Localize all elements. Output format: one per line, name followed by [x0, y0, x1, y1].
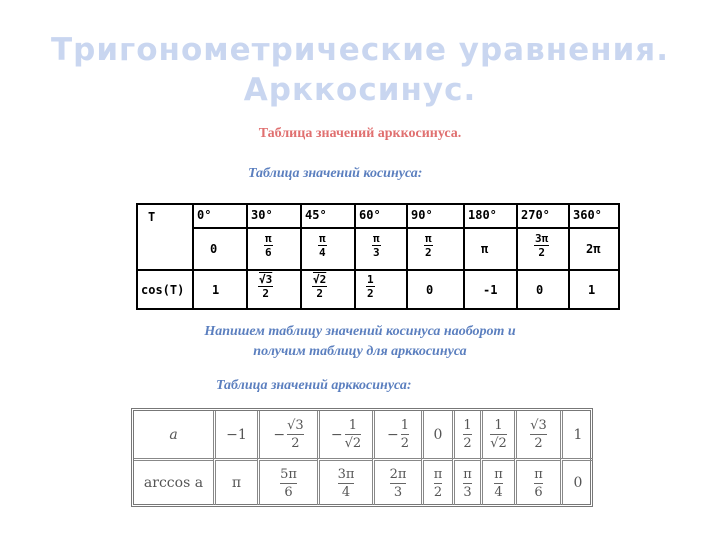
arccos-value-cell: 5π 6 — [257, 458, 317, 505]
arccos-value-cell: π 6 — [514, 458, 560, 505]
arccos-value-cell: 2π 3 — [372, 458, 421, 505]
degree-cell — [463, 203, 518, 229]
arccos-value-cell: π — [213, 458, 257, 505]
acos-row-label-a: a — [169, 426, 178, 443]
cos-value: 1 — [588, 283, 596, 297]
arccos-value-cell: 0 — [560, 458, 593, 505]
row-label-t — [136, 203, 194, 271]
a-value-cell: − 1 2 — [372, 411, 421, 458]
radian-value: 3π 2 — [535, 232, 549, 259]
cosine-values-table — [136, 203, 618, 308]
a-value-cell: −1 — [213, 411, 257, 458]
a-value-cell: 1 — [560, 411, 593, 458]
a-value-cell: 1 √2 — [480, 411, 514, 458]
radian-cell — [192, 227, 248, 271]
degree-value: 30° — [251, 208, 273, 222]
radian-cell — [246, 227, 302, 271]
cos-value: √3 2 — [259, 273, 273, 300]
row-label-t-text: T — [148, 210, 156, 224]
page-title — [0, 30, 720, 110]
a-value-cell: 1 2 — [452, 411, 480, 458]
degree-value: 60° — [359, 208, 381, 222]
title-line-2: Арккосинус. — [243, 72, 477, 108]
cos-value-cell — [406, 269, 465, 310]
radian-value: π 4 — [319, 232, 326, 259]
cos-value: 0 — [426, 283, 434, 297]
radian-value: 0 — [210, 242, 218, 256]
cos-value-cell — [192, 269, 248, 310]
degree-cell — [300, 203, 356, 229]
degree-value: 0° — [197, 208, 212, 222]
explanation-note — [140, 322, 580, 362]
radian-cell — [568, 227, 620, 271]
degree-cell — [516, 203, 570, 229]
radian-cell — [300, 227, 356, 271]
radian-value: 2π — [586, 242, 601, 256]
cos-value: 1 2 — [367, 273, 374, 300]
degree-value: 180° — [468, 208, 497, 222]
arccos-value-cell: π 3 — [452, 458, 480, 505]
cos-value-cell — [463, 269, 518, 310]
arccos-values-table — [131, 408, 593, 507]
radian-value: π 2 — [425, 232, 432, 259]
row-label-cos — [136, 269, 194, 310]
cos-value-cell — [300, 269, 356, 310]
row-label-cos-text: cos(T) — [141, 283, 185, 297]
subtitle: Таблица значений арккосинуса. — [258, 126, 462, 141]
radian-value: π 3 — [373, 232, 380, 259]
a-value-cell: 0 — [421, 411, 452, 458]
degree-value: 270° — [521, 208, 550, 222]
degree-cell — [406, 203, 465, 229]
a-value-cell: √3 2 — [514, 411, 560, 458]
acos-table-caption: Таблица значений арккосинуса: — [216, 378, 412, 393]
cos-value: 0 — [536, 283, 544, 297]
cos-value: -1 — [483, 283, 498, 297]
arccos-value-cell: 3π 4 — [317, 458, 372, 505]
arccos-value-cell: π 4 — [480, 458, 514, 505]
cos-value-cell — [246, 269, 302, 310]
note-line-1: Напишем таблицу значений косинуса наоборот и — [204, 324, 516, 339]
degree-cell — [192, 203, 248, 229]
radian-cell — [463, 227, 518, 271]
degree-cell — [354, 203, 408, 229]
radian-cell — [354, 227, 408, 271]
degree-cell — [246, 203, 302, 229]
cos-value: 1 — [212, 283, 220, 297]
cos-value: √2 2 — [313, 273, 327, 300]
a-value-cell: − √3 2 — [257, 411, 317, 458]
radian-value: π — [481, 242, 489, 256]
cos-table-caption: Таблица значений косинуса: — [248, 166, 423, 181]
cos-value-cell — [354, 269, 408, 310]
degree-value: 360° — [573, 208, 602, 222]
a-value-cell: − 1 √2 — [317, 411, 372, 458]
radian-cell — [516, 227, 570, 271]
cos-value-cell — [568, 269, 620, 310]
cos-value-cell — [516, 269, 570, 310]
degree-cell — [568, 203, 620, 229]
note-line-2: получим таблицу для арккосинуса — [253, 344, 467, 359]
radian-cell — [406, 227, 465, 271]
degree-value: 90° — [411, 208, 433, 222]
title-line-1: Тригонометрические уравнения. — [51, 32, 669, 68]
degree-value: 45° — [305, 208, 327, 222]
acos-row-label-arccos: arccos a — [134, 458, 213, 505]
radian-value: π 6 — [265, 232, 272, 259]
arccos-value-cell: π 2 — [421, 458, 452, 505]
